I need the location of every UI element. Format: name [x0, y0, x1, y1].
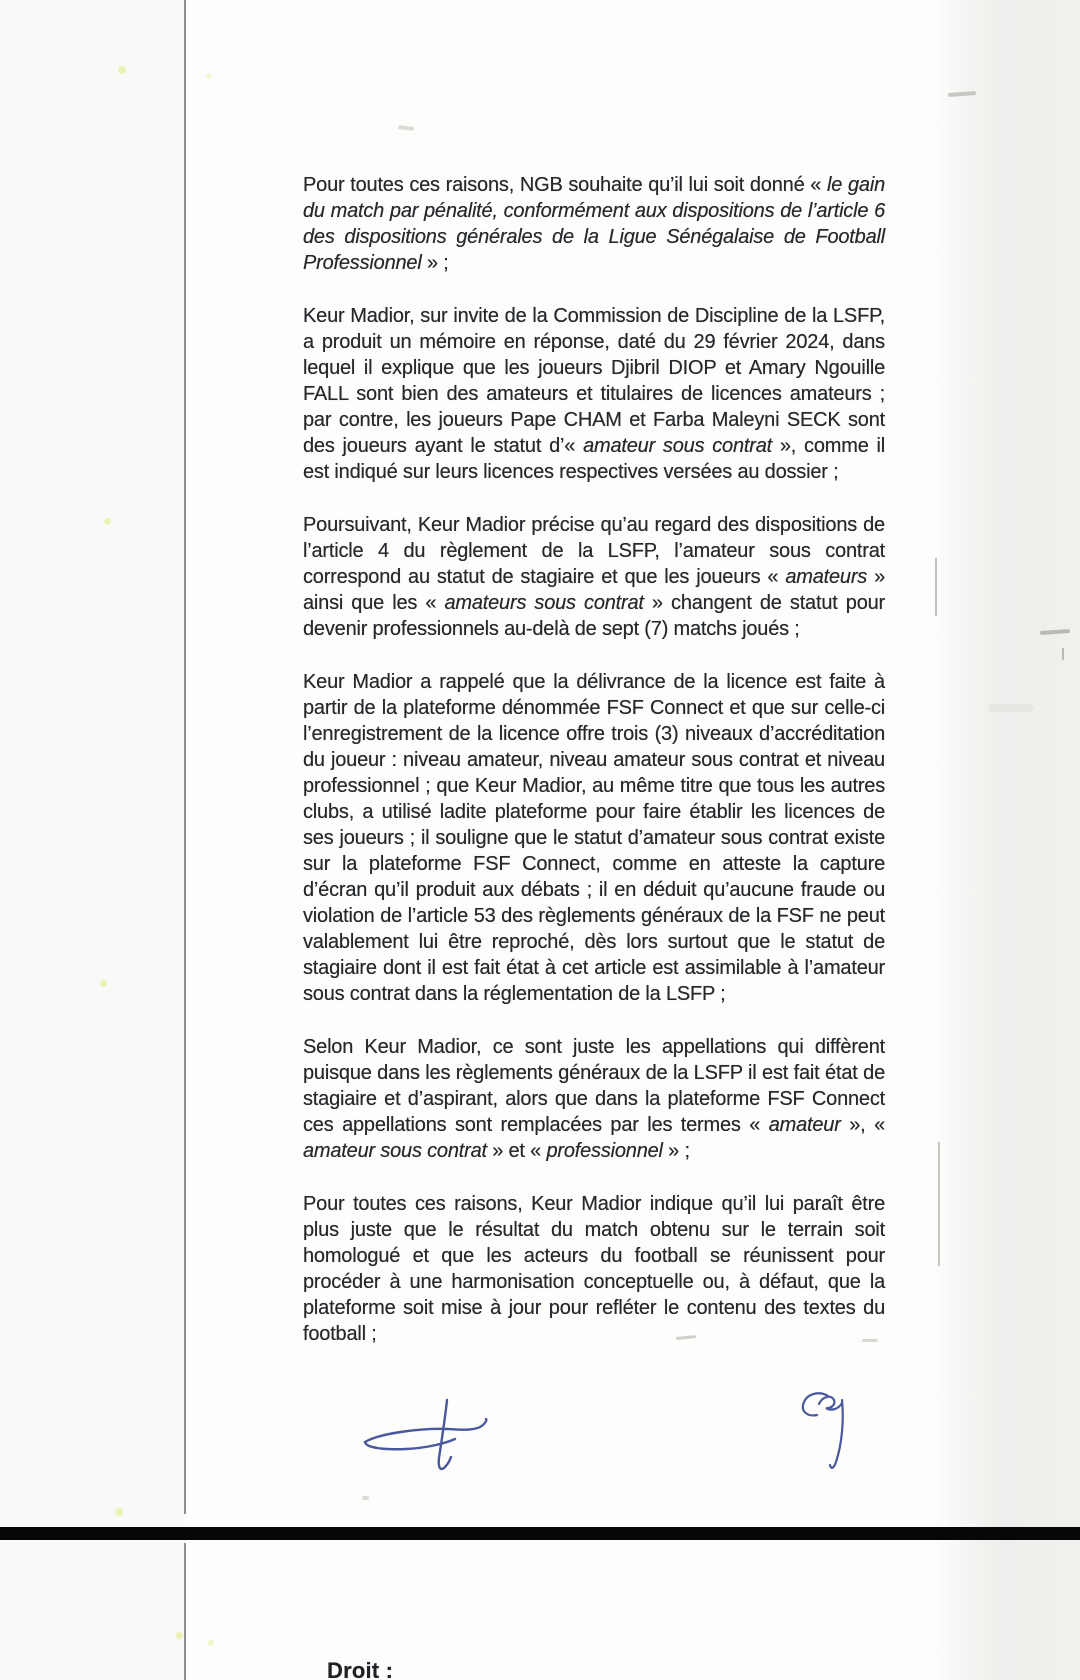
- scan-edge-line: [935, 558, 937, 616]
- scan-speck: [206, 73, 212, 79]
- page-2-right-edge-shading: [930, 1540, 1080, 1680]
- scan-smudge: [362, 1496, 369, 1500]
- scan-speck: [176, 1632, 183, 1639]
- paragraph-segment: », comme il est indiqué sur leurs licences respectives versées au dossier ;: [303, 435, 885, 483]
- document-paragraph: [303, 669, 885, 1007]
- page-1-left-edge-line: [184, 0, 186, 1514]
- paragraph-segment: Keur Madior, sur invite de la Commission de Discipline de la LSFP, a produit un mémoire en réponse, daté du 29 février 2024, dans lequel il explique que les joueurs Djibril DIOP et Amary Ngouille FALL sont bien des amateurs et titulaires de licences amateurs ; par contre, les joueurs Pape CHAM et Farba Maleyni SECK sont des joueurs ayant le statut d’«: [303, 305, 885, 457]
- paragraph-segment-italic: amateurs: [785, 566, 868, 588]
- scan-smudge: [862, 1339, 878, 1342]
- paragraph-segment: Poursuivant, Keur Madior précise qu’au regard des dispositions de l’article 4 du règlement de la LSFP, l’amateur sous contrat correspond au statut de stagiaire et que les joueurs «: [303, 514, 885, 588]
- paragraph-segment: Pour toutes ces raisons, NGB souhaite qu’il lui soit donné «: [303, 174, 828, 196]
- paragraph-segment-italic: le gain du match par pénalité, conformément aux dispositions de l’article 6 des dispositions générales de la Ligue Sénégalaise de Football Professionnel: [303, 174, 885, 274]
- document-paragraph: [303, 1191, 885, 1347]
- scan-edge-line: [938, 1142, 940, 1266]
- signature-initials-right: [796, 1388, 852, 1476]
- paragraph-segment: », «: [840, 1114, 885, 1136]
- paragraph-segment: » et «: [486, 1140, 547, 1162]
- page-separator-band: [0, 1527, 1080, 1540]
- scan-smudge: [988, 704, 1034, 712]
- paragraph-segment: Keur Madior a rappelé que la délivrance de la licence est faite à partir de la plateforme dénommée FSF Connect et que sur celle-ci l’enregistrement de la licence offre trois (3) niveaux d’accréditation du joueur : niveau amateur, niveau amateur sous contrat et niveau professionnel ; que Keur Madior, au même titre que tous les autres clubs, a utilisé ladite plateforme pour faire établir les licences de ses joueurs ; il souligne que le statut d’amateur sous contrat existe sur la plateforme FSF Connect, comme en atteste la capture d’écran qu’il produit aux débats ; il en déduit qu’aucune fraude ou violation de l’article 53 des règlements généraux de la FSF ne peut valablement lui être reproché, dès lors surtout que le statut de stagiaire dont il est fait état à cet article est assimilable à l’amateur sous contrat dans la réglementation de la LSFP ;: [303, 671, 885, 1005]
- next-page-heading: Droit :: [327, 1658, 394, 1680]
- document-paragraph: [303, 512, 885, 642]
- page-1-right-edge-shading: [930, 0, 1080, 1527]
- scan-smudge: [1062, 648, 1064, 660]
- paragraph-segment-italic: professionnel: [546, 1140, 663, 1162]
- page-2-left-edge-line: [184, 1543, 186, 1680]
- document-paragraph: [303, 303, 885, 485]
- paragraph-segment-italic: amateur sous contrat: [303, 1140, 487, 1162]
- page-1-left-margin: [0, 0, 184, 1527]
- scan-speck: [208, 1640, 214, 1646]
- paragraph-segment-italic: amateur sous contrat: [583, 435, 772, 457]
- scan-speck: [100, 980, 107, 987]
- paragraph-segment-italic: amateur: [768, 1114, 841, 1136]
- signature-initials-stroke: [796, 1388, 852, 1476]
- document-text-block: [303, 172, 885, 1374]
- paragraph-segment: » changent de statut pour devenir professionnels au-delà de sept (7) matchs joués ;: [303, 592, 886, 640]
- scan-speck: [115, 1508, 123, 1516]
- document-paragraph: [303, 172, 885, 276]
- paragraph-segment: » ;: [421, 252, 449, 274]
- signature-paraphe-left: [360, 1396, 492, 1478]
- page-2-left-margin: [0, 1540, 184, 1680]
- paragraph-segment-italic: amateurs sous contrat: [444, 592, 644, 614]
- scan-speck: [104, 518, 111, 525]
- paragraph-segment: » ;: [662, 1140, 690, 1162]
- signature-paraphe-stroke: [360, 1396, 492, 1478]
- paragraph-segment: Pour toutes ces raisons, Keur Madior indique qu’il lui paraît être plus juste que le résultat du match obtenu sur le terrain soit homologué et que les acteurs du football se réunissent pour procéder à une harmonisation conceptuelle ou, à défaut, que la plateforme soit mise à jour pour refléter le contenu des textes du football ;: [303, 1193, 885, 1345]
- paragraph-segment: » ainsi que les «: [303, 566, 886, 614]
- paragraph-segment: Selon Keur Madior, ce sont juste les appellations qui diffèrent puisque dans les règlements généraux de la LSFP il est fait état de stagiaire et d’aspirant, alors que dans la plateforme FSF Connect ces appellations sont remplacées par les termes «: [303, 1036, 885, 1136]
- document-paragraph: [303, 1034, 885, 1164]
- scan-speck: [118, 66, 126, 74]
